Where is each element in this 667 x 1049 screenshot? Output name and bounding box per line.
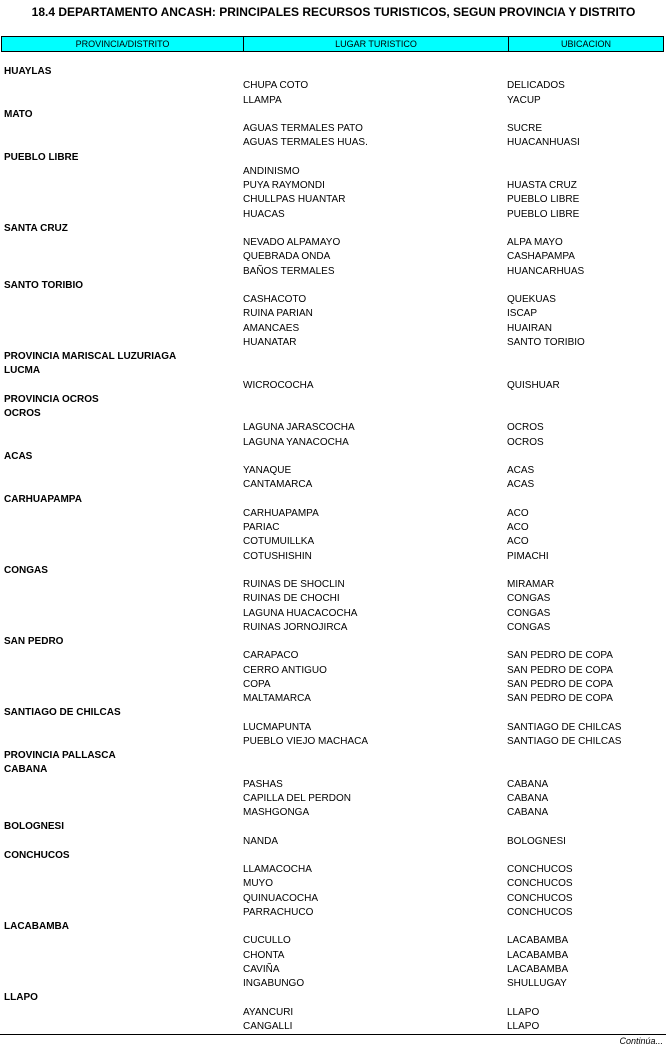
cell-ubicacion: ACO — [507, 522, 529, 533]
cell-lugar-turistico: MALTAMARCA — [243, 693, 311, 704]
cell-provincia-distrito: LACABAMBA — [4, 921, 69, 932]
cell-ubicacion: CONGAS — [507, 621, 551, 633]
cell-lugar-turistico: PUYA RAYMONDI — [243, 180, 325, 191]
table-row — [0, 421, 667, 435]
cell-provincia-distrito: LLAPO — [4, 992, 38, 1004]
cell-lugar-turistico: CHUPA COTO — [243, 80, 309, 92]
cell-ubicacion: OCROS — [507, 422, 544, 434]
table-row — [0, 706, 667, 720]
cell-provincia-distrito: SANTO TORIBIO — [4, 279, 84, 291]
cell-ubicacion: QUISHUAR — [507, 379, 560, 391]
cell-lugar-turistico: CUCULLO — [243, 935, 291, 947]
table-row — [0, 450, 667, 464]
cell-lugar-turistico: PASHAS — [243, 778, 283, 790]
cell-lugar-turistico: CASHACOTO — [243, 294, 307, 305]
cell-ubicacion: ACAS — [507, 479, 535, 491]
table-row — [0, 906, 667, 920]
table-row — [0, 1006, 667, 1020]
cell-lugar-turistico: CHONTA — [243, 949, 285, 961]
cell-lugar-turistico: AGUAS TERMALES HUAS. — [243, 137, 368, 149]
table-row — [0, 79, 667, 93]
cell-lugar-turistico: QUINUACOCHA — [243, 892, 319, 904]
table-row — [0, 265, 667, 279]
table-row — [0, 350, 667, 364]
table-row — [0, 535, 667, 549]
cell-lugar-turistico: PUEBLO VIEJO MACHACA — [243, 735, 369, 747]
table-row — [0, 749, 667, 763]
table-row — [0, 279, 667, 293]
cell-provincia-distrito: CARHUAPAMPA — [4, 493, 82, 505]
table-row — [0, 379, 667, 393]
table-row — [0, 407, 667, 421]
cell-ubicacion: OCROS — [507, 436, 544, 448]
cell-ubicacion: LACABAMBA — [507, 949, 569, 961]
cell-ubicacion: SAN PEDRO DE COPA — [507, 664, 613, 676]
table-row — [0, 179, 667, 193]
table-row — [0, 621, 667, 635]
cell-ubicacion: HUACANHUASI — [507, 137, 580, 149]
cell-ubicacion: CASHAPAMPA — [507, 251, 575, 263]
table-row — [0, 649, 667, 663]
cell-lugar-turistico: COTUMUILLKA — [243, 536, 315, 548]
table-row — [0, 550, 667, 564]
cell-lugar-turistico: AYANCURI — [243, 1006, 294, 1018]
cell-lugar-turistico: BAÑOS TERMALES — [243, 265, 335, 277]
cell-lugar-turistico: NANDA — [243, 835, 279, 847]
table-row — [0, 293, 667, 307]
cell-provincia-distrito: SANTIAGO DE CHILCAS — [4, 707, 121, 719]
cell-provincia-distrito: SAN PEDRO — [4, 636, 64, 647]
table-row — [0, 949, 667, 963]
cell-lugar-turistico: WICROCOCHA — [243, 379, 314, 391]
cell-provincia-distrito: CONGAS — [4, 564, 48, 576]
cell-provincia-distrito: BOLOGNESI — [4, 821, 65, 833]
table-row — [0, 493, 667, 507]
table-row — [0, 208, 667, 222]
table-row — [0, 65, 667, 79]
cell-ubicacion: BOLOGNESI — [507, 835, 566, 847]
cell-lugar-turistico: HUACAS — [243, 208, 285, 220]
cell-ubicacion: CONCHUCOS — [507, 878, 573, 890]
table-row — [0, 607, 667, 621]
table-row — [0, 193, 667, 207]
table-row — [0, 222, 667, 236]
bottom-divider — [0, 1034, 666, 1035]
table-row — [0, 592, 667, 606]
cell-lugar-turistico: RUINAS JORNOJIRCA — [243, 621, 348, 633]
cell-lugar-turistico: AGUAS TERMALES PATO — [243, 123, 363, 134]
table-row — [0, 820, 667, 834]
table-row — [0, 122, 667, 136]
cell-lugar-turistico: LAGUNA JARASCOCHA — [243, 422, 355, 434]
cell-ubicacion: YACUP — [507, 94, 541, 106]
cell-provincia-distrito: LUCMA — [4, 365, 41, 377]
table-row — [0, 165, 667, 179]
table-row — [0, 507, 667, 521]
table-row — [0, 763, 667, 777]
cell-lugar-turistico: ANDINISMO — [243, 165, 300, 177]
cell-lugar-turistico: MUYO — [243, 878, 273, 890]
table-row — [0, 236, 667, 250]
continued-note: Continúa... — [619, 1036, 663, 1046]
table-row — [0, 920, 667, 934]
cell-lugar-turistico: CANGALLI — [243, 1020, 293, 1032]
cell-lugar-turistico: PARIAC — [243, 522, 280, 533]
table-row — [0, 792, 667, 806]
cell-lugar-turistico: AMANCAES — [243, 322, 300, 334]
cell-lugar-turistico: RUINAS DE SHOCLIN — [243, 579, 345, 590]
cell-ubicacion: HUAIRAN — [507, 322, 553, 334]
header-ubicacion: UBICACION — [560, 39, 611, 49]
cell-lugar-turistico: CERRO ANTIGUO — [243, 664, 327, 676]
table-row — [0, 151, 667, 165]
cell-ubicacion: LLAPO — [507, 1020, 540, 1032]
table-row — [0, 863, 667, 877]
cell-ubicacion: CONCHUCOS — [507, 906, 573, 918]
cell-ubicacion: CONCHUCOS — [507, 892, 573, 904]
table-row — [0, 877, 667, 891]
cell-ubicacion: PIMACHI — [507, 550, 549, 562]
table-row — [0, 977, 667, 991]
cell-ubicacion: SUCRE — [507, 123, 543, 134]
table-row — [0, 364, 667, 378]
cell-ubicacion: CABANA — [507, 792, 549, 804]
table-row — [0, 250, 667, 264]
table-header — [1, 36, 664, 52]
cell-lugar-turistico: QUEBRADA ONDA — [243, 251, 331, 263]
cell-provincia-distrito: PROVINCIA OCROS — [4, 393, 99, 405]
cell-provincia-distrito: SANTA CRUZ — [4, 222, 68, 234]
table-row — [0, 136, 667, 150]
cell-lugar-turistico: CARHUAPAMPA — [243, 507, 319, 519]
cell-ubicacion: CONCHUCOS — [507, 864, 573, 875]
table-row — [0, 322, 667, 336]
cell-provincia-distrito: PROVINCIA PALLASCA — [4, 750, 116, 761]
table-row — [0, 963, 667, 977]
table-body — [0, 65, 667, 1034]
page-title: 18.4 DEPARTAMENTO ANCASH: PRINCIPALES RECURSOS TURISTICOS, SEGUN PROVINCIA Y DISTRITO — [31, 5, 636, 19]
table-row — [0, 806, 667, 820]
cell-ubicacion: PUEBLO LIBRE — [507, 194, 580, 206]
cell-ubicacion: CONGAS — [507, 607, 551, 619]
cell-lugar-turistico: LAGUNA HUACACOCHA — [243, 607, 358, 619]
cell-lugar-turistico: RUINAS DE CHOCHI — [243, 593, 340, 605]
header-provincia-distrito: PROVINCIA/DISTRITO — [2, 37, 244, 51]
cell-lugar-turistico: HUANATAR — [243, 336, 297, 348]
cell-lugar-turistico: CAPILLA DEL PERDON — [243, 792, 352, 804]
cell-ubicacion: DELICADOS — [507, 80, 565, 92]
table-row — [0, 892, 667, 906]
cell-lugar-turistico: YANAQUE — [243, 465, 292, 476]
table-row — [0, 934, 667, 948]
table-row — [0, 692, 667, 706]
cell-provincia-distrito: CONCHUCOS — [4, 849, 70, 861]
cell-ubicacion: CONGAS — [507, 593, 551, 605]
cell-ubicacion: MIRAMAR — [507, 579, 555, 590]
cell-ubicacion: ACO — [507, 536, 529, 548]
cell-provincia-distrito: HUAYLAS — [4, 66, 52, 77]
cell-ubicacion: SANTIAGO DE CHILCAS — [507, 735, 622, 747]
cell-lugar-turistico: CANTAMARCA — [243, 479, 313, 491]
table-row — [0, 735, 667, 749]
table-row — [0, 521, 667, 535]
cell-lugar-turistico: CAVIÑA — [243, 963, 280, 975]
header-lugar-turistico: LUGAR TURISTICO — [244, 37, 509, 51]
cell-ubicacion: HUANCARHUAS — [507, 265, 585, 277]
cell-ubicacion: SANTIAGO DE CHILCAS — [507, 721, 622, 733]
cell-lugar-turistico: RUINA PARIAN — [243, 308, 313, 320]
table-row — [0, 778, 667, 792]
table-row — [0, 564, 667, 578]
table-row — [0, 307, 667, 321]
table-row — [0, 336, 667, 350]
cell-ubicacion: LACABAMBA — [507, 935, 569, 947]
cell-provincia-distrito: MATO — [4, 108, 33, 120]
cell-lugar-turistico: NEVADO ALPAMAYO — [243, 237, 341, 248]
table-row — [0, 436, 667, 450]
table-row — [0, 721, 667, 735]
table-row — [0, 1020, 667, 1034]
cell-provincia-distrito: CABANA — [4, 764, 48, 776]
cell-provincia-distrito: PROVINCIA MARISCAL LUZURIAGA — [4, 351, 177, 362]
cell-ubicacion: ALPA MAYO — [507, 237, 563, 248]
cell-lugar-turistico: CARAPACO — [243, 650, 299, 662]
cell-ubicacion: LLAPO — [507, 1006, 540, 1018]
cell-ubicacion: PUEBLO LIBRE — [507, 208, 580, 220]
cell-lugar-turistico: LUCMAPUNTA — [243, 721, 312, 733]
cell-ubicacion: ACO — [507, 507, 529, 519]
table-row — [0, 678, 667, 692]
table-row — [0, 991, 667, 1005]
table-row — [0, 635, 667, 649]
table-row — [0, 393, 667, 407]
table-row — [0, 578, 667, 592]
cell-lugar-turistico: CHULLPAS HUANTAR — [243, 194, 346, 206]
table-row — [0, 835, 667, 849]
cell-lugar-turistico: COTUSHISHIN — [243, 550, 312, 562]
cell-lugar-turistico: LLAMPA — [243, 94, 282, 106]
cell-ubicacion: ACAS — [507, 465, 535, 476]
cell-lugar-turistico: INGABUNGO — [243, 978, 305, 989]
cell-lugar-turistico: PARRACHUCO — [243, 906, 314, 918]
cell-ubicacion: SAN PEDRO DE COPA — [507, 650, 613, 662]
cell-ubicacion: QUEKUAS — [507, 294, 556, 305]
cell-ubicacion: SHULLUGAY — [507, 978, 567, 989]
cell-lugar-turistico: LLAMACOCHA — [243, 864, 312, 875]
table-row — [0, 664, 667, 678]
cell-provincia-distrito: OCROS — [4, 408, 41, 419]
cell-ubicacion: SAN PEDRO DE COPA — [507, 693, 613, 704]
table-row — [0, 94, 667, 108]
cell-provincia-distrito: ACAS — [4, 450, 33, 462]
cell-lugar-turistico: COPA — [243, 678, 271, 690]
table-row — [0, 464, 667, 478]
table-row — [0, 849, 667, 863]
cell-ubicacion: SANTO TORIBIO — [507, 336, 585, 348]
cell-ubicacion: CABANA — [507, 778, 549, 790]
cell-ubicacion: HUASTA CRUZ — [507, 180, 577, 191]
cell-ubicacion: ISCAP — [507, 308, 538, 320]
table-row — [0, 108, 667, 122]
cell-lugar-turistico: MASHGONGA — [243, 807, 310, 818]
table-row — [0, 478, 667, 492]
cell-ubicacion: SAN PEDRO DE COPA — [507, 678, 613, 690]
cell-lugar-turistico: LAGUNA YANACOCHA — [243, 436, 349, 448]
cell-provincia-distrito: PUEBLO LIBRE — [4, 151, 79, 163]
cell-ubicacion: CABANA — [507, 807, 549, 818]
cell-ubicacion: LACABAMBA — [507, 963, 569, 975]
